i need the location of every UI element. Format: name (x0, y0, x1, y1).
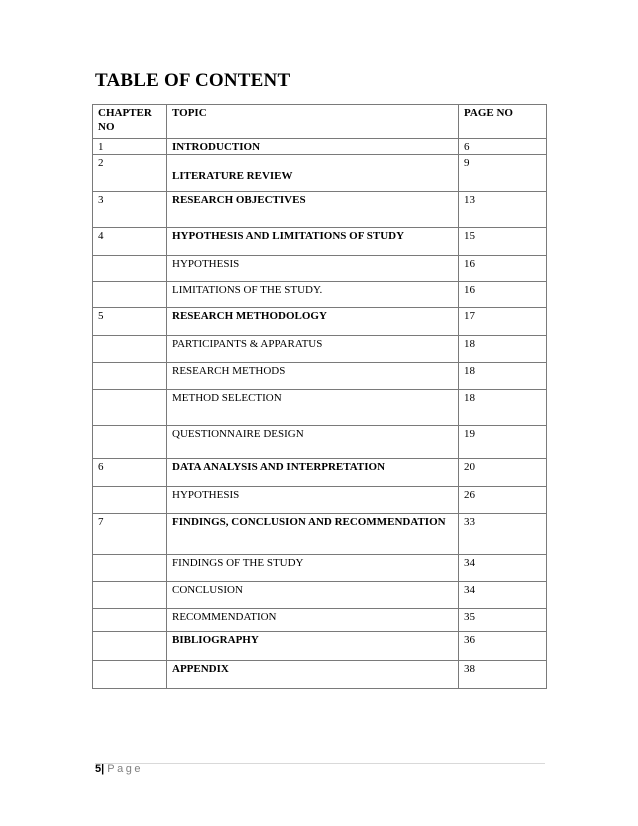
topic-cell: RECOMMENDATION (167, 609, 459, 632)
page-cell: 33 (459, 514, 547, 555)
topic-cell: INTRODUCTION (167, 139, 459, 155)
chapter-cell (93, 426, 167, 459)
chapter-cell (93, 632, 167, 661)
chapter-cell (93, 661, 167, 689)
topic-cell: QUESTIONNAIRE DESIGN (167, 426, 459, 459)
table-row (93, 228, 547, 256)
topic-cell: CONCLUSION (167, 582, 459, 609)
topic-cell: LIMITATIONS OF THE STUDY. (167, 282, 459, 308)
page-cell: 13 (459, 192, 547, 228)
topic-cell: FINDINGS OF THE STUDY (167, 555, 459, 582)
chapter-cell (93, 363, 167, 390)
table-header-row (93, 105, 547, 139)
table-row (93, 390, 547, 426)
table-row (93, 256, 547, 282)
header-chapter: CHAPTER NO (93, 105, 167, 139)
chapter-cell: 1 (93, 139, 167, 155)
chapter-cell (93, 282, 167, 308)
topic-cell: LITERATURE REVIEW (167, 155, 459, 192)
page-cell: 36 (459, 632, 547, 661)
topic-cell: APPENDIX (167, 661, 459, 689)
page-cell: 6 (459, 139, 547, 155)
page-cell: 18 (459, 336, 547, 363)
table-row (93, 661, 547, 689)
topic-cell: DATA ANALYSIS AND INTERPRETATION (167, 459, 459, 487)
chapter-cell (93, 609, 167, 632)
topic-cell: HYPOTHESIS (167, 256, 459, 282)
page-cell: 34 (459, 555, 547, 582)
chapter-cell (93, 487, 167, 514)
page-number: 5 (95, 763, 102, 775)
topic-cell: HYPOTHESIS AND LIMITATIONS OF STUDY (167, 228, 459, 256)
chapter-cell (93, 390, 167, 426)
page-cell: 19 (459, 426, 547, 459)
table-row (93, 459, 547, 487)
chapter-cell: 4 (93, 228, 167, 256)
table-row (93, 609, 547, 632)
page-cell: 35 (459, 609, 547, 632)
table-row (93, 582, 547, 609)
chapter-cell: 2 (93, 155, 167, 192)
page-cell: 16 (459, 256, 547, 282)
table-row (93, 308, 547, 336)
table-row (93, 363, 547, 390)
topic-cell: RESEARCH METHODOLOGY (167, 308, 459, 336)
page-cell: 9 (459, 155, 547, 192)
chapter-cell: 5 (93, 308, 167, 336)
page-cell: 34 (459, 582, 547, 609)
table-of-contents (92, 104, 547, 689)
page-cell: 16 (459, 282, 547, 308)
chapter-cell: 7 (93, 514, 167, 555)
page-cell: 38 (459, 661, 547, 689)
chapter-cell (93, 256, 167, 282)
footer-separator: | (101, 763, 105, 775)
chapter-cell (93, 582, 167, 609)
page-cell: 18 (459, 363, 547, 390)
table-row (93, 632, 547, 661)
topic-cell: RESEARCH OBJECTIVES (167, 192, 459, 228)
topic-cell: HYPOTHESIS (167, 487, 459, 514)
page-cell: 26 (459, 487, 547, 514)
topic-cell: METHOD SELECTION (167, 390, 459, 426)
chapter-cell (93, 555, 167, 582)
topic-cell: RESEARCH METHODS (167, 363, 459, 390)
table-row (93, 155, 547, 192)
header-page: PAGE NO (459, 105, 547, 139)
chapter-cell (93, 336, 167, 363)
table-row (93, 336, 547, 363)
page-title: TABLE OF CONTENT (95, 70, 291, 91)
table-row (93, 426, 547, 459)
topic-cell: FINDINGS, CONCLUSION AND RECOMMENDATION (167, 514, 459, 555)
page-cell: 20 (459, 459, 547, 487)
table-row (93, 555, 547, 582)
table-row (93, 192, 547, 228)
page-footer (95, 763, 143, 775)
page-cell: 18 (459, 390, 547, 426)
topic-cell: BIBLIOGRAPHY (167, 632, 459, 661)
page-cell: 17 (459, 308, 547, 336)
table-row (93, 487, 547, 514)
table-row (93, 139, 547, 155)
table-row (93, 514, 547, 555)
chapter-cell: 6 (93, 459, 167, 487)
footer-rule (95, 763, 545, 764)
table-row (93, 282, 547, 308)
topic-cell: PARTICIPANTS & APPARATUS (167, 336, 459, 363)
header-topic: TOPIC (167, 105, 459, 139)
chapter-cell: 3 (93, 192, 167, 228)
page-cell: 15 (459, 228, 547, 256)
page-label: Page (107, 763, 143, 775)
